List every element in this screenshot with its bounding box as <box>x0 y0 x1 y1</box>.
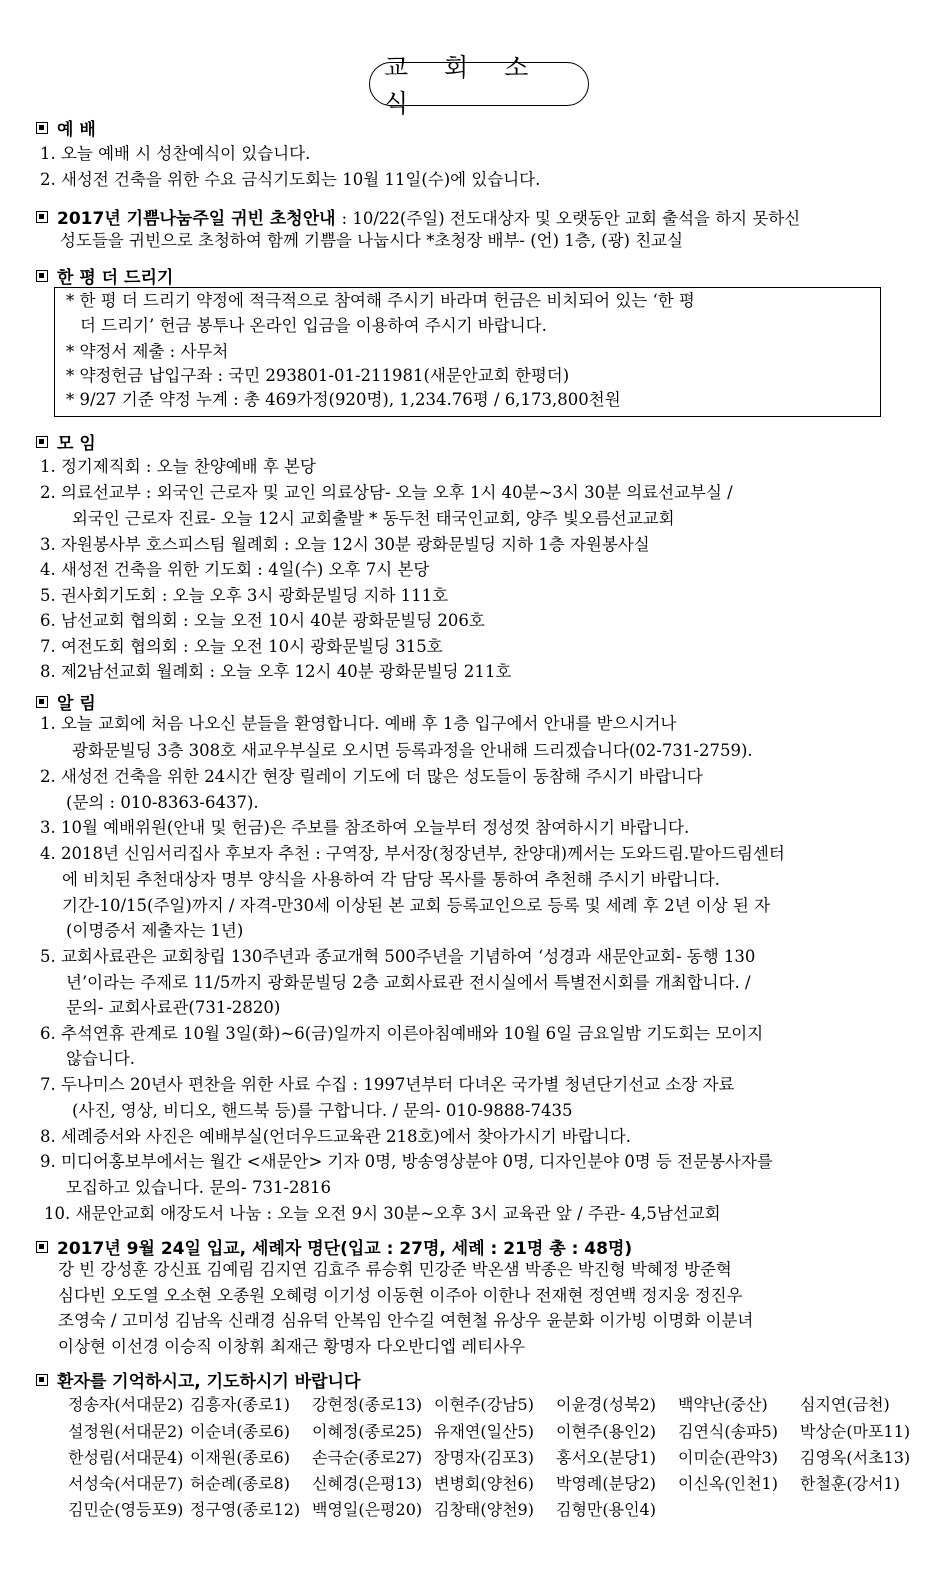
meeting-item: 2. 의료선교부 : 외국인 근로자 및 교인 의료상담- 오늘 오후 1시 40분~3시 30분 의료선교부실 / <box>40 483 733 502</box>
worship-heading: 예 배 <box>36 115 96 140</box>
patient-name: 김형만(용인4) <box>556 1500 656 1519</box>
meeting-item: 6. 남선교회 협의회 : 오늘 오전 10시 40분 광화문빌딩 206호 <box>40 611 485 630</box>
patient-name: 이순녀(종로6) <box>190 1422 290 1441</box>
patient-name: 김민순(영등포9) <box>68 1500 184 1519</box>
meeting-item: 1. 정기제직회 : 오늘 찬양예배 후 본당 <box>40 457 316 476</box>
patient-name: 장명자(김포3) <box>434 1448 534 1467</box>
square-bullet-icon <box>36 122 48 134</box>
patient-name: 이신옥(인천1) <box>678 1474 778 1493</box>
notice-item: 9. 미디어홍보부에서는 월간 <새문안> 기자 0명, 방송영상분야 0명, 디자인분야 0명 등 전문봉사자를 <box>40 1152 773 1171</box>
meeting-item: 7. 여전도회 협의회 : 오늘 오전 10시 광화문빌딩 315호 <box>40 637 443 656</box>
baptism-names: 강 빈 강성훈 강신표 김예림 김지연 김효주 류승휘 민강준 박온샘 박종은 박진형 박혜정 방준혁 <box>58 1260 732 1279</box>
square-bullet-icon <box>36 1241 48 1253</box>
patients-heading: 환자를 기억하시고, 기도하시기 바랍니다 <box>36 1367 360 1392</box>
notice-item: (이명증서 제출자는 1년) <box>66 921 244 940</box>
page-title: 교 회 소 식 <box>369 62 589 106</box>
notice-item: 에 비치된 추천대상자 명부 양식을 사용하여 각 담당 목사를 통하여 추천해 주시기 바랍니다. <box>62 870 720 889</box>
patient-name: 김창태(양천9) <box>434 1500 534 1519</box>
patient-name: 김연식(송파5) <box>678 1422 778 1441</box>
patient-name: 심지연(금천) <box>800 1395 890 1414</box>
patient-row <box>68 1497 678 1520</box>
notice-item: 6. 추석연휴 관계로 10월 3일(화)~6(금)일까지 이른아침예배와 10월 6일 금요일밤 기도회는 모이지 <box>40 1024 764 1043</box>
patient-name: 백영일(은평20) <box>312 1500 423 1519</box>
notice-item: 년’이라는 주제로 11/5까지 광화문빌딩 2층 교회사료관 전시실에서 특별전시회를 개최합니다. / <box>66 973 751 992</box>
patient-name: 손극순(종로27) <box>312 1448 423 1467</box>
square-bullet-icon <box>36 1374 48 1386</box>
notice-item: (문의 : 010-8363-6437). <box>66 793 259 812</box>
patient-name: 이재원(종로6) <box>190 1448 290 1467</box>
patient-name: 이윤경(성북2) <box>556 1395 656 1414</box>
worship-item: 1. 오늘 예배 시 성찬예식이 있습니다. <box>40 144 311 163</box>
patient-name: 정송자(서대문2) <box>68 1395 184 1414</box>
notice-item: 모집하고 있습니다. 문의- 731-2816 <box>66 1178 332 1197</box>
patient-name: 강현정(종로13) <box>312 1395 423 1414</box>
pledge-heading: 한 평 더 드리기 <box>36 263 173 288</box>
patient-name: 변병회(양천6) <box>434 1474 534 1493</box>
notice-item: 2. 새성전 건축을 위한 24시간 현장 릴레이 기도에 더 많은 성도들이 동참해 주시기 바랍니다 <box>40 767 703 786</box>
baptism-names: 이상현 이선경 이승직 이창휘 최재근 황명자 다오반디엡 레티사우 <box>58 1337 526 1356</box>
meeting-item: 5. 권사회기도회 : 오늘 오후 3시 광화문빌딩 지하 111호 <box>40 586 449 605</box>
patient-name: 박상순(마포11) <box>800 1422 911 1441</box>
patient-name: 서성숙(서대문7) <box>68 1474 184 1493</box>
meeting-item: 외국인 근로자 진료- 오늘 12시 교회출발 * 동두천 태국인교회, 양주 빛오름선교교회 <box>72 509 675 528</box>
pledge-line: * 9/27 기준 약정 누계 : 총 469가정(920명), 1,234.76평 / 6,173,800천원 <box>66 390 621 409</box>
square-bullet-icon <box>36 696 48 708</box>
baptism-heading: 2017년 9월 24일 입교, 세례자 명단(입교 : 27명, 세례 : 21명 총 : 48명) <box>36 1234 632 1259</box>
baptism-names: 조영숙 / 고미성 김남옥 신래경 심유덕 안복임 안수길 여현철 유상우 윤분화 이가빙 이명화 이분녀 <box>58 1311 754 1330</box>
patient-name: 설정원(서대문2) <box>68 1422 184 1441</box>
meeting-item: 3. 자원봉사부 호스피스팀 월례회 : 오늘 12시 30분 광화문빌딩 지하 1층 자원봉사실 <box>40 535 650 554</box>
square-bullet-icon <box>36 436 48 448</box>
patient-name: 이현주(용인2) <box>556 1422 656 1441</box>
notice-item: 7. 두나미스 20년사 편찬을 위한 사료 수집 : 1997년부터 다녀온 국가별 청년단기선교 소장 자료 <box>40 1075 735 1094</box>
pledge-line: * 약정서 제출 : 사무처 <box>66 342 229 361</box>
patient-name: 박영례(분당2) <box>556 1474 656 1493</box>
notice-item: 않습니다. <box>66 1049 136 1068</box>
patient-name: 이혜정(종로25) <box>312 1422 423 1441</box>
meeting-item: 4. 새성전 건축을 위한 기도회 : 4일(수) 오후 7시 본당 <box>40 560 430 579</box>
patient-row <box>68 1392 922 1415</box>
notice-item: (사진, 영상, 비디오, 핸드북 등)를 구합니다. / 문의- 010-9888-7435 <box>72 1101 573 1120</box>
meeting-item: 8. 제2남선교회 월례회 : 오늘 오후 12시 40분 광화문빌딩 211호 <box>40 662 512 681</box>
notice-item: 10. 새문안교회 애장도서 나눔 : 오늘 오전 9시 30분~오후 3시 교육관 앞 / 주관- 4,5남선교회 <box>44 1204 721 1223</box>
patient-row <box>68 1471 922 1494</box>
patient-name: 김흥자(종로1) <box>190 1395 290 1414</box>
meetings-heading: 모 임 <box>36 429 96 454</box>
notices-heading: 알 림 <box>36 689 96 714</box>
patient-name: 백약난(중산) <box>678 1395 768 1414</box>
invite-text-1: : 10/22(주일) 전도대상자 및 오랫동안 교회 출석을 하지 못하신 <box>341 208 801 228</box>
patient-name: 신혜경(은평13) <box>312 1474 423 1493</box>
notice-item: 1. 오늘 교회에 처음 나오신 분들을 환영합니다. 예배 후 1층 입구에서 안내를 받으시거나 <box>40 714 677 733</box>
patient-name: 홍서오(분당1) <box>556 1448 656 1467</box>
pledge-line: * 한 평 더 드리기 약정에 적극적으로 참여해 주시기 바라며 헌금은 비치되어 있는 ‘한 평 <box>66 291 695 310</box>
patient-name: 이현주(강남5) <box>434 1395 534 1414</box>
patient-name: 한성림(서대문4) <box>68 1448 184 1467</box>
notice-item: 3. 10월 예배위원(안내 및 헌금)은 주보를 참조하여 오늘부터 정성껏 참여하시기 바랍니다. <box>40 818 690 837</box>
notice-item: 광화문빌딩 3층 308호 새교우부실로 오시면 등록과정을 안내해 드리겠습니다(02-731-2759). <box>72 741 753 760</box>
notice-item: 4. 2018년 신임서리집사 후보자 추천 : 구역장, 부서장(청장년부, 찬양대)께서는 도와드림.맡아드림센터 <box>40 844 785 863</box>
square-bullet-icon <box>36 270 48 282</box>
notice-item: 문의- 교회사료관(731-2820) <box>66 998 281 1017</box>
square-bullet-icon <box>36 211 48 223</box>
patient-name: 이미순(관악3) <box>678 1448 778 1467</box>
baptism-names: 심다빈 오도열 오소현 오종원 오혜령 이기성 이동현 이주아 이한나 전재현 정연백 정지웅 정진우 <box>58 1286 743 1305</box>
notice-item: 8. 세례증서와 사진은 예배부실(언더우드교육관 218호)에서 찾아가시기 바랍니다. <box>40 1127 631 1146</box>
worship-item: 2. 새성전 건축을 위한 수요 금식기도회는 10월 11일(수)에 있습니다. <box>40 170 541 189</box>
notice-item: 5. 교회사료관은 교회창립 130주년과 종교개혁 500주년을 기념하여 ‘성경과 새문안교회- 동행 130 <box>40 947 756 966</box>
invite-heading: 2017년 기쁨나눔주일 귀빈 초청안내 : 10/22(주일) 전도대상자 및 오랫동안 교회 출석을 하지 못하신 <box>36 204 800 229</box>
invite-text-2: 성도들을 귀빈으로 초청하여 함께 기쁨을 나눕시다 *초청장 배부- (언) 1층, (광) 친교실 <box>60 231 684 250</box>
pledge-line: 더 드리기’ 헌금 봉투나 온라인 입금을 이용하여 주시기 바랍니다. <box>80 316 547 335</box>
patient-name: 김영옥(서초13) <box>800 1448 911 1467</box>
patient-name: 유재연(일산5) <box>434 1422 534 1441</box>
patient-row <box>68 1419 922 1442</box>
patient-name: 허순례(종로8) <box>190 1474 290 1493</box>
notice-item: 기간-10/15(주일)까지 / 자격-만30세 이상된 본 교회 등록교인으로 등록 및 세례 후 2년 이상 된 자 <box>62 896 771 915</box>
pledge-line: * 약정헌금 납입구좌 : 국민 293801-01-211981(새문안교회 한평더) <box>66 366 570 385</box>
patient-name: 한철훈(강서1) <box>800 1474 900 1493</box>
patient-row <box>68 1445 922 1468</box>
patient-name: 정구영(종로12) <box>190 1500 301 1519</box>
